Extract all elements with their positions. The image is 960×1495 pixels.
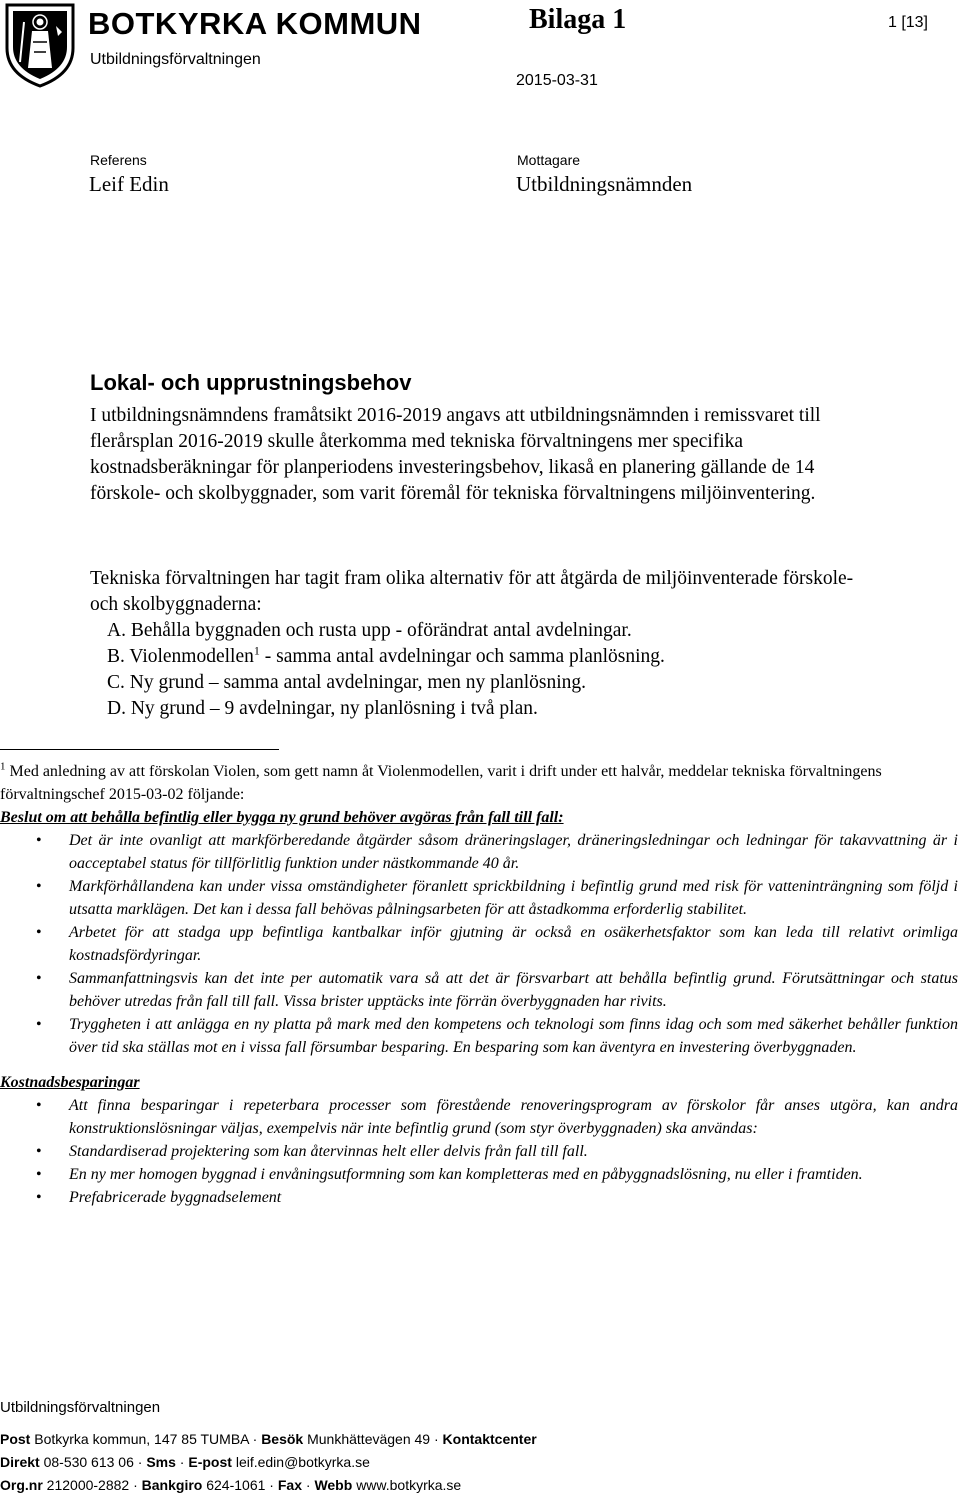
direct-label: Direkt: [0, 1454, 40, 1470]
fax-label: Fax: [277, 1477, 302, 1493]
list-item: • Det är inte ovanligt att markförberedande åtgärder såsom dräneringslager, dräneringsledningar och ledningar för takavvattning är i oacceptabel status för tillförlitlig funktion under nästkommande 40 år.: [0, 829, 958, 875]
list-item: • Markförhållandena kan under vissa omständigheter föranlett sprickbildning i befintlig grund med risk för vatteninträngning som följd i utsatta marklägen. Det kan i dessa fall behövas pålningsarbeten för att åstadkomma erforderlig stabilitet.: [0, 875, 958, 921]
list-item: • Prefabricerade byggnadselement: [0, 1186, 958, 1209]
bullet-icon: •: [36, 1016, 42, 1033]
document-date: 2015-03-31: [516, 72, 598, 89]
email-label: E-post: [188, 1454, 232, 1470]
footnote-intro: [0, 760, 958, 806]
recipient-label: Mottagare: [517, 152, 581, 168]
web-label: Webb: [314, 1477, 353, 1493]
footnote-separator: [0, 749, 279, 750]
footer-org-line: Org.nr 212000-2882 · Bankgiro 624-1061 · Fax · Webb www.botkyrka.se: [0, 1477, 462, 1493]
page-number: 1 [13]: [887, 14, 928, 31]
page-title: Lokal- och upprustningsbehov: [90, 370, 412, 395]
option-b: [107, 644, 867, 670]
list-item: • En ny mer homogen byggnad i envåningsutformning som kan kompletteras med en påbyggnadslösning, nu eller i framtiden.: [0, 1163, 958, 1186]
footer-contact-line: Direkt 08-530 613 06 · Sms · E-post leif.edin@botkyrka.se: [0, 1454, 370, 1470]
reference-label: Referens: [90, 152, 147, 168]
footnote-intro-text: Med anledning av att förskolan Violen, som gett namn åt Violenmodellen, varit i drift under ett halvår, meddelar tekniska förvaltningens förvaltningschef 2015-03-02 följande:: [0, 763, 882, 803]
bullet-icon: •: [36, 1189, 42, 1206]
post-value: Botkyrka kommun, 147 85 TUMBA: [34, 1431, 249, 1447]
visit-value: Munkhättevägen 49: [307, 1431, 431, 1447]
option-b-text: B. Violenmodellen: [107, 646, 254, 667]
options-list: [107, 618, 867, 722]
option-c: C. Ny grund – samma antal avdelningar, men ny planlösning.: [107, 672, 587, 693]
footer-department: Utbildningsförvaltningen: [0, 1399, 161, 1416]
footnote-reference: 1: [253, 643, 260, 658]
bullet-icon: •: [36, 832, 42, 849]
sms-label: Sms: [146, 1454, 176, 1470]
option-d: D. Ny grund – 9 avdelningar, ny planlösning i två plan.: [107, 698, 538, 719]
bankgiro-label: Bankgiro: [141, 1477, 203, 1493]
option-a: A. Behålla byggnaden och rusta upp - oförändrat antal avdelningar.: [107, 620, 632, 641]
orgnr-label: Org.nr: [0, 1477, 43, 1493]
direct-value: 08-530 613 06: [43, 1454, 134, 1470]
option-b-text-rest: - samma antal avdelningar och samma planlösning.: [259, 646, 665, 667]
attachment-label: Bilaga 1: [529, 4, 627, 35]
visit-label: Besök: [261, 1431, 304, 1447]
bullet-icon: •: [36, 1166, 42, 1183]
contact-center-label: Kontaktcenter: [442, 1431, 537, 1447]
bullet-icon: •: [36, 1097, 42, 1114]
bullet-icon: •: [36, 878, 42, 895]
footnote: [0, 760, 958, 1209]
list-item: • Tryggheten i att anlägga en ny platta på mark med den kompetens och teknologi som finns idag och som med säkerhet behåller funktion över tid ska ställas mot en i vissa fall försumbar besparing. En besparing som kan äventyra en investering överbyggnaden.: [0, 1013, 958, 1059]
bankgiro-value: 624-1061: [206, 1477, 266, 1493]
reference-value: Leif Edin: [89, 172, 169, 196]
list-item: • Standardiserad projektering som kan återvinnas helt eller delvis från fall till fall.: [0, 1140, 958, 1163]
bullet-icon: •: [36, 970, 42, 987]
decision-bullet-list: [0, 829, 958, 1059]
list-item: • Att finna besparingar i repeterbara processer som förestående renoveringsprogram av förskolor får anses utgöra, kan andra konstruktionslösningar väljas, exempelvis när inte befintlig grund (som styr överbyggnaden) ska användas:: [0, 1094, 958, 1140]
organization-name: BOTKYRKA KOMMUN: [88, 6, 422, 41]
list-item: • Arbetet för att stadga upp befintliga kantbalkar inför gjutning är också en osäkerhetsfaktor som kan leda till relativt orimliga kostnadsfördyringar.: [0, 921, 958, 967]
footer-address-line: Post Botkyrka kommun, 147 85 TUMBA · Besök Munkhättevägen 49 · Kontaktcenter: [0, 1431, 537, 1447]
web-value: www.botkyrka.se: [356, 1477, 462, 1493]
footnote-decision-heading: Beslut om att behålla befintlig eller bygga ny grund behöver avgöras från fall till fall:: [0, 809, 564, 826]
alternatives-paragraph: Tekniska förvaltningen har tagit fram olika alternativ för att åtgärda de miljöinventerade förskole- och skolbyggnaderna:: [90, 568, 854, 615]
recipient-value: Utbildningsnämnden: [516, 172, 693, 196]
cost-savings-heading: Kostnadsbesparingar: [0, 1074, 140, 1091]
botkyrka-crest-logo: [4, 2, 76, 88]
post-label: Post: [0, 1431, 31, 1447]
email-value: leif.edin@botkyrka.se: [235, 1454, 370, 1470]
cost-bullet-list: [0, 1094, 958, 1209]
intro-paragraph: I utbildningsnämndens framåtsikt 2016-2019 angavs att utbildningsnämnden i remissvaret till flerårsplan 2016-2019 skulle återkomma med tekniska förvaltningens mer specifika kostnadsberäkningar för planperiodens investeringsbehov, likaså en planering gällande de 14 förskole- och skolbyggnader, som varit föremål för tekniska förvaltningens miljöinventering.: [90, 405, 821, 504]
footnote-number: 1: [0, 760, 6, 773]
bullet-icon: •: [36, 1143, 42, 1160]
list-item: • Sammanfattningsvis kan det inte per automatik vara så att det är försvarbart att behålla befintlig grund. Förutsättningar och status behöver utredas från fall till fall. Vissa brister upptäcks inte förrän överbyggnaden har rivits.: [0, 967, 958, 1013]
bullet-icon: •: [36, 924, 42, 941]
orgnr-value: 212000-2882: [46, 1477, 130, 1493]
department-name: Utbildningsförvaltningen: [90, 51, 261, 68]
